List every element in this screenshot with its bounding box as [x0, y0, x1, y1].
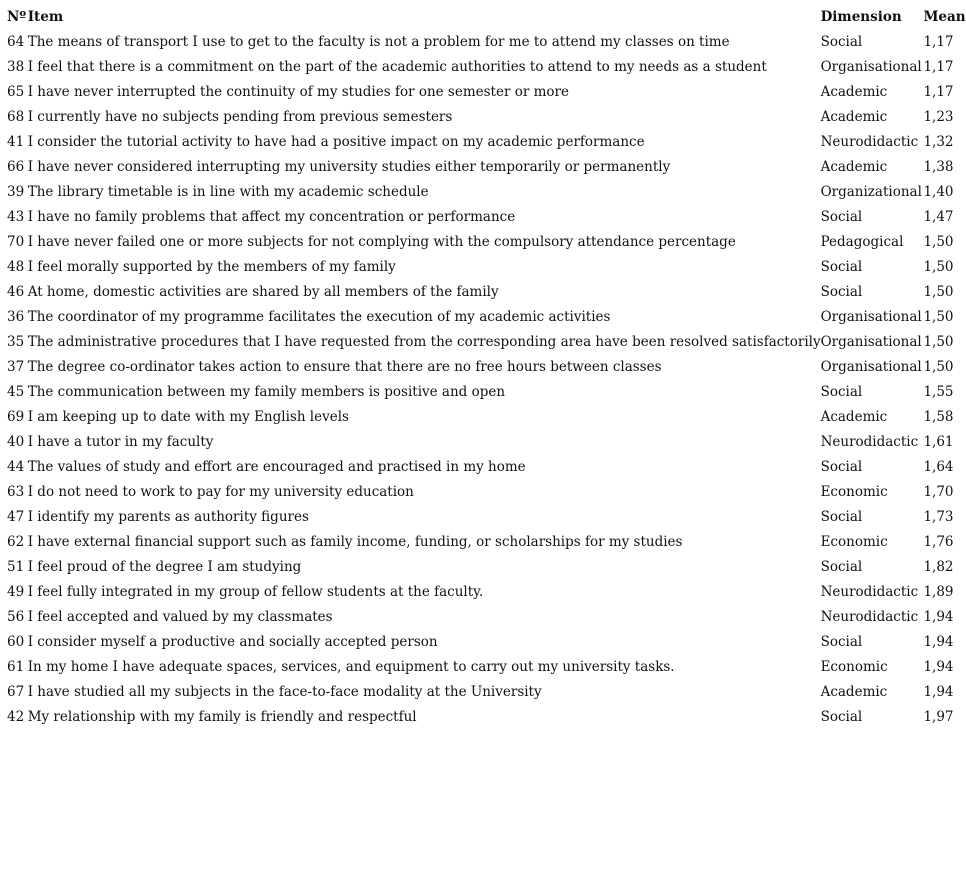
- table-row: [3, 80, 966, 105]
- cell-mean: 1,40: [923, 184, 954, 200]
- cell-no: 38: [7, 59, 25, 75]
- table-row: [3, 105, 966, 130]
- cell-dimension: Neurodidactic: [820, 134, 919, 150]
- cell-mean: 1,17: [923, 34, 954, 50]
- cell-item: The means of transport I use to get to the faculty is not a problem for me to attend my classes on time: [27, 34, 730, 50]
- table-row: [3, 580, 966, 605]
- cell-no: 62: [7, 534, 25, 550]
- cell-no: 45: [7, 384, 25, 400]
- table-row: [3, 230, 966, 255]
- cell-mean: 1,70: [923, 484, 954, 500]
- cell-mean: 1,76: [923, 534, 954, 550]
- cell-item: I have never considered interrupting my university studies either temporarily or permanently: [27, 159, 671, 175]
- cell-item: I do not need to work to pay for my university education: [27, 484, 414, 500]
- cell-dimension: Neurodidactic: [820, 434, 919, 450]
- cell-mean: 1,50: [923, 334, 954, 350]
- cell-item: The administrative procedures that I have requested from the corresponding area have been resolved satisfactorily: [27, 334, 821, 350]
- cell-no: 44: [7, 459, 25, 475]
- cell-item: The coordinator of my programme facilitates the execution of my academic activities: [27, 309, 611, 325]
- cell-mean: 1,58: [923, 409, 954, 425]
- cell-item: In my home I have adequate spaces, services, and equipment to carry out my university tasks.: [27, 659, 675, 675]
- cell-mean: 1,50: [923, 359, 954, 375]
- cell-no: 41: [7, 134, 25, 150]
- cell-item: I consider the tutorial activity to have had a positive impact on my academic performance: [27, 134, 645, 150]
- cell-item: At home, domestic activities are shared by all members of the family: [27, 284, 499, 300]
- table-header: [3, 5, 966, 30]
- cell-item: The degree co-ordinator takes action to ensure that there are no free hours between classes: [27, 359, 662, 375]
- cell-mean: 1,50: [923, 259, 954, 275]
- table-row: [3, 30, 966, 55]
- table-row: [3, 330, 966, 355]
- header-mean: Mean: [923, 9, 966, 25]
- cell-dimension: Economic: [820, 484, 888, 500]
- cell-mean: 1,55: [923, 384, 954, 400]
- cell-item: My relationship with my family is friendly and respectful: [27, 709, 417, 725]
- table-row: [3, 480, 966, 505]
- cell-dimension: Academic: [820, 109, 888, 125]
- table-row: [3, 255, 966, 280]
- cell-item: The library timetable is in line with my academic schedule: [27, 184, 429, 200]
- cell-dimension: Organisational: [820, 59, 922, 75]
- cell-dimension: Social: [820, 34, 863, 50]
- cell-dimension: Academic: [820, 159, 888, 175]
- table-body: [3, 30, 966, 730]
- cell-no: 69: [7, 409, 25, 425]
- cell-dimension: Social: [820, 509, 863, 525]
- cell-item: I have never interrupted the continuity of my studies for one semester or more: [27, 84, 569, 100]
- cell-item: I feel that there is a commitment on the part of the academic authorities to attend to my needs as a student: [27, 59, 767, 75]
- table-row: [3, 455, 966, 480]
- cell-mean: 1,17: [923, 84, 954, 100]
- cell-dimension: Pedagogical: [820, 234, 904, 250]
- cell-mean: 1,50: [923, 309, 954, 325]
- table-row: [3, 630, 966, 655]
- table-row: [3, 505, 966, 530]
- cell-no: 64: [7, 34, 25, 50]
- cell-dimension: Organisational: [820, 359, 922, 375]
- table-row: [3, 705, 966, 730]
- cell-item: I feel morally supported by the members of my family: [27, 259, 396, 275]
- cell-no: 48: [7, 259, 25, 275]
- cell-mean: 1,38: [923, 159, 954, 175]
- cell-dimension: Neurodidactic: [820, 609, 919, 625]
- cell-dimension: Economic: [820, 534, 888, 550]
- cell-no: 60: [7, 634, 25, 650]
- table-row: [3, 355, 966, 380]
- cell-item: I identify my parents as authority figures: [27, 509, 309, 525]
- cell-item: The values of study and effort are encouraged and practised in my home: [27, 459, 526, 475]
- cell-no: 66: [7, 159, 25, 175]
- cell-dimension: Organisational: [820, 334, 922, 350]
- cell-dimension: Social: [820, 284, 863, 300]
- table-row: [3, 155, 966, 180]
- table-row: [3, 405, 966, 430]
- header-item: Item: [27, 9, 64, 25]
- table-row: [3, 305, 966, 330]
- cell-mean: 1,94: [923, 609, 954, 625]
- cell-mean: 1,23: [923, 109, 954, 125]
- cell-no: 43: [7, 209, 25, 225]
- table-row: [3, 280, 966, 305]
- table-row: [3, 130, 966, 155]
- cell-mean: 1,64: [923, 459, 954, 475]
- cell-mean: 1,50: [923, 284, 954, 300]
- cell-no: 61: [7, 659, 25, 675]
- cell-mean: 1,89: [923, 584, 954, 600]
- cell-item: I am keeping up to date with my English levels: [27, 409, 349, 425]
- cell-mean: 1,97: [923, 709, 954, 725]
- items-table: [3, 5, 966, 730]
- cell-no: 65: [7, 84, 25, 100]
- cell-no: 42: [7, 709, 25, 725]
- cell-item: The communication between my family members is positive and open: [27, 384, 506, 400]
- cell-mean: 1,94: [923, 684, 954, 700]
- cell-dimension: Social: [820, 384, 863, 400]
- cell-mean: 1,61: [923, 434, 954, 450]
- cell-item: I consider myself a productive and socially accepted person: [27, 634, 438, 650]
- table-row: [3, 680, 966, 705]
- table-row: [3, 605, 966, 630]
- cell-no: 49: [7, 584, 25, 600]
- cell-dimension: Social: [820, 634, 863, 650]
- table-row: [3, 55, 966, 80]
- cell-item: I feel accepted and valued by my classmates: [27, 609, 333, 625]
- cell-no: 68: [7, 109, 25, 125]
- cell-dimension: Organizational: [820, 184, 922, 200]
- cell-dimension: Economic: [820, 659, 888, 675]
- cell-no: 40: [7, 434, 25, 450]
- cell-mean: 1,73: [923, 509, 954, 525]
- cell-no: 67: [7, 684, 25, 700]
- cell-no: 47: [7, 509, 25, 525]
- cell-dimension: Social: [820, 209, 863, 225]
- cell-mean: 1,50: [923, 234, 954, 250]
- cell-mean: 1,94: [923, 659, 954, 675]
- cell-dimension: Academic: [820, 684, 888, 700]
- cell-no: 39: [7, 184, 25, 200]
- table-row: [3, 555, 966, 580]
- cell-item: I feel proud of the degree I am studying: [27, 559, 302, 575]
- table-row: [3, 530, 966, 555]
- cell-dimension: Academic: [820, 84, 888, 100]
- cell-mean: 1,32: [923, 134, 954, 150]
- header-dimension: Dimension: [820, 9, 902, 25]
- cell-item: I have a tutor in my faculty: [27, 434, 214, 450]
- cell-item: I have never failed one or more subjects for not complying with the compulsory attendance percentage: [27, 234, 736, 250]
- cell-no: 37: [7, 359, 25, 375]
- cell-item: I have external financial support such as family income, funding, or scholarships for my studies: [27, 534, 683, 550]
- table-row: [3, 655, 966, 680]
- table-row: [3, 430, 966, 455]
- header-no: Nº: [7, 9, 27, 25]
- cell-dimension: Academic: [820, 409, 888, 425]
- header-row: [3, 5, 966, 30]
- cell-dimension: Neurodidactic: [820, 584, 919, 600]
- cell-mean: 1,17: [923, 59, 954, 75]
- cell-dimension: Social: [820, 559, 863, 575]
- table-row: [3, 180, 966, 205]
- cell-dimension: Social: [820, 709, 863, 725]
- cell-no: 36: [7, 309, 25, 325]
- cell-dimension: Social: [820, 459, 863, 475]
- cell-dimension: Social: [820, 259, 863, 275]
- cell-no: 46: [7, 284, 25, 300]
- cell-no: 70: [7, 234, 25, 250]
- cell-item: I have studied all my subjects in the face-to-face modality at the University: [27, 684, 542, 700]
- cell-dimension: Organisational: [820, 309, 922, 325]
- cell-no: 63: [7, 484, 25, 500]
- cell-item: I feel fully integrated in my group of fellow students at the faculty.: [27, 584, 484, 600]
- cell-mean: 1,82: [923, 559, 954, 575]
- table-row: [3, 205, 966, 230]
- cell-mean: 1,94: [923, 634, 954, 650]
- cell-item: I have no family problems that affect my concentration or performance: [27, 209, 516, 225]
- cell-no: 35: [7, 334, 25, 350]
- table-row: [3, 380, 966, 405]
- cell-no: 51: [7, 559, 25, 575]
- cell-item: I currently have no subjects pending from previous semesters: [27, 109, 453, 125]
- cell-no: 56: [7, 609, 25, 625]
- cell-mean: 1,47: [923, 209, 954, 225]
